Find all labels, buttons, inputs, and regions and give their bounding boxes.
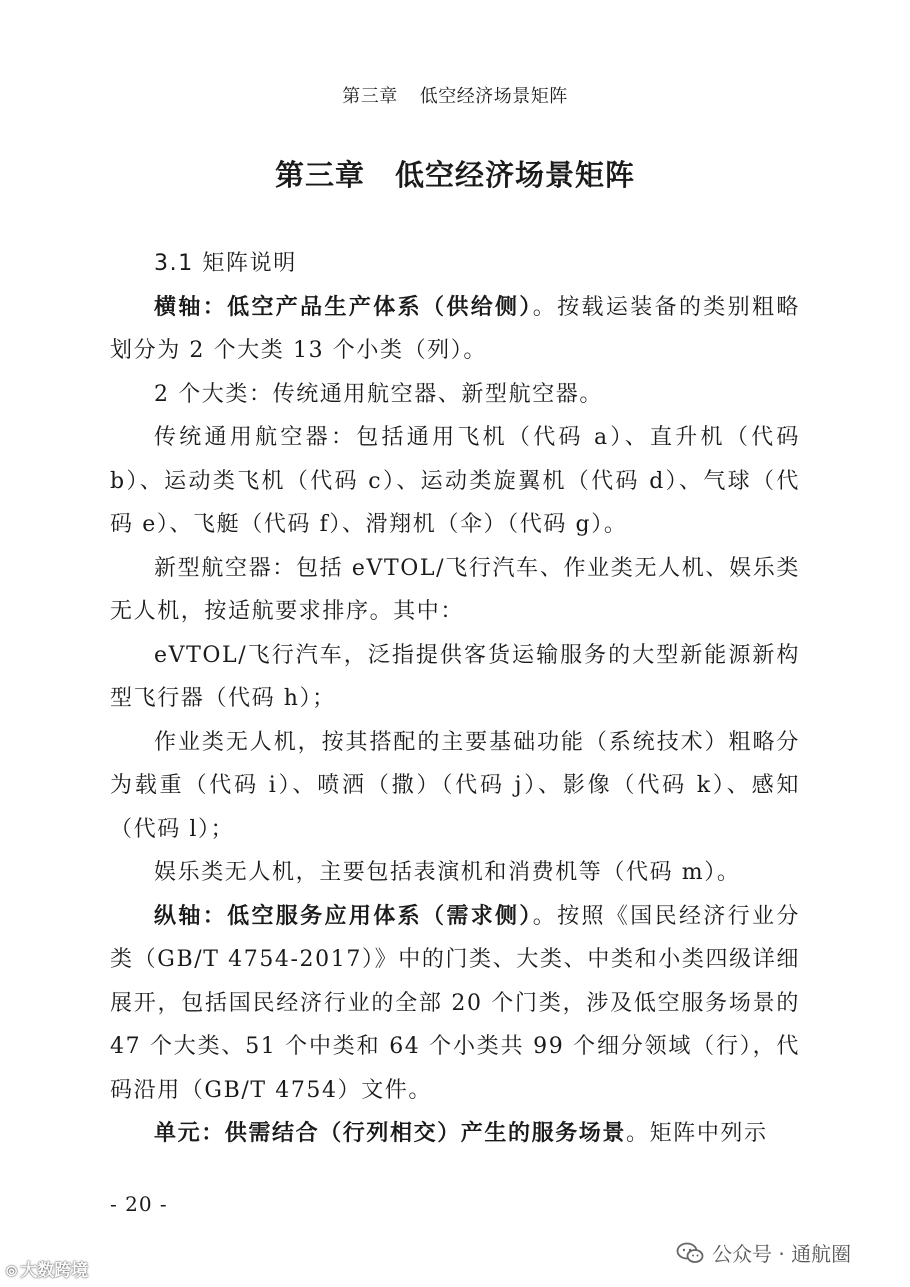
vertical-axis-text: 。按照《国民经济行业分类（GB/T 4754-2017）》中的门类、大类、中类和小类四级详细展开，包括国民经济行业的全部 20 个门类，涉及低空服务场景的 47 个大类、51 个中类和 64 个小类共 99 个细分领域（行），代码沿用（GB/T 4754）文件。 [110, 903, 800, 1103]
running-header-chapter: 第三章 [342, 86, 398, 107]
watermark-left [6, 1256, 88, 1281]
paragraph-horizontal-axis [110, 286, 800, 373]
horizontal-axis-label: 横轴：低空产品生产体系（供给侧） [154, 293, 533, 320]
chapter-title-text: 低空经济场景矩阵 [395, 158, 636, 192]
body-text [110, 242, 800, 1156]
paragraph-traditional-aircraft: 传统通用航空器：包括通用飞机（代码 a）、直升机（代码 b）、运动类飞机（代码 c）、运动类旋翼机（代码 d）、气球（代码 e）、飞艇（代码 f）、滑翔机（伞）（代码 g）。 [110, 425, 800, 537]
paragraph-categories: 2 个大类：传统通用航空器、新型航空器。 [154, 381, 603, 407]
watermark-account-name: 公众号 · 通航圈 [712, 1242, 852, 1266]
paragraph-new-aircraft: 新型航空器：包括 eVTOL/飞行汽车、作业类无人机、娱乐类无人机，按适航要求排序。其中： [110, 555, 800, 624]
page-number: - 20 - [110, 1192, 168, 1216]
running-header [0, 82, 910, 108]
running-header-title: 低空经济场景矩阵 [419, 86, 568, 107]
paragraph-evtol: eVTOL/飞行汽车，泛指提供客货运输服务的大型新能源新构型飞行器（代码 h）； [110, 642, 800, 711]
paragraph-vertical-axis [110, 895, 800, 1113]
unit-text: 。矩阵中列示 [626, 1121, 768, 1146]
watermark-left-text: 大数跨境 [20, 1261, 89, 1281]
section-heading [110, 242, 800, 286]
chapter-title-number: 第三章 [274, 158, 365, 192]
section-title: 矩阵说明 [202, 251, 297, 276]
paragraph-entertainment-drones: 娱乐类无人机，主要包括表演机和消费机等（代码 m）。 [154, 860, 741, 885]
watermark-logo-icon: ⦾ [6, 1264, 18, 1280]
horizontal-axis-text: 。按载运装备的类别粗略划分为 2 个大类 13 个小类（列）。 [110, 294, 800, 363]
wechat-icon [676, 1242, 704, 1264]
vertical-axis-label: 纵轴：低空服务应用体系（需求侧） [154, 902, 533, 929]
section-number: 3.1 [154, 251, 194, 276]
chapter-title [0, 153, 910, 194]
watermark-right [676, 1238, 851, 1267]
paragraph-unit [110, 1112, 800, 1156]
paragraph-work-drones: 作业类无人机，按其搭配的主要基础功能（系统技术）粗略分为载重（代码 i）、喷洒（撒）（代码 j）、影像（代码 k）、感知（代码 l）； [110, 729, 800, 842]
unit-label: 单元：供需结合（行列相交）产生的服务场景 [154, 1120, 627, 1146]
